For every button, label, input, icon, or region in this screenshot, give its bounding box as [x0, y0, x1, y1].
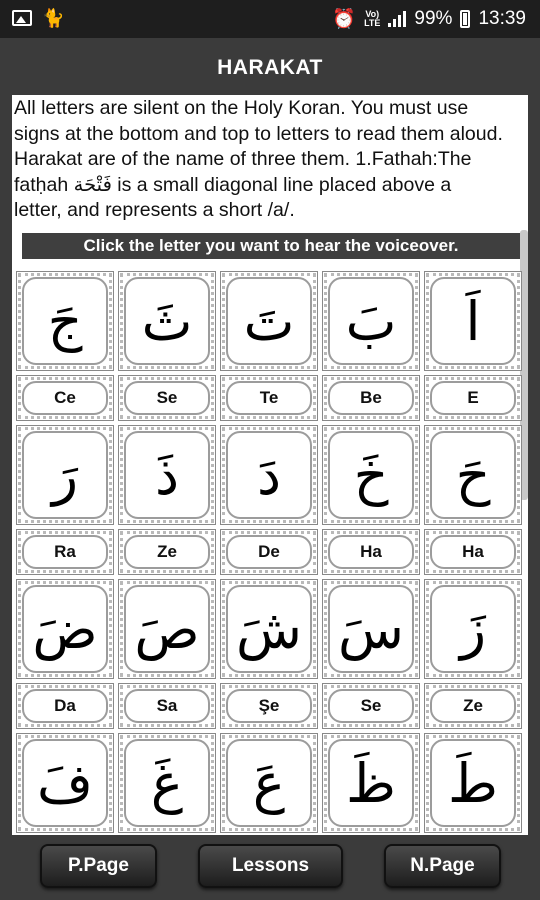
- label-frame: [328, 381, 414, 415]
- battery-percent: 99%: [414, 8, 453, 29]
- letter-name-label: Ra: [54, 542, 76, 561]
- letter-frame: [22, 739, 108, 827]
- letter-frame: [226, 739, 312, 827]
- letter-name-button[interactable]: [220, 375, 318, 421]
- letter-frame: [226, 585, 312, 673]
- letter-name-label: Ze: [463, 696, 483, 715]
- cat-icon: 🐈: [42, 8, 65, 28]
- letter-frame: [22, 277, 108, 365]
- arabic-letter: تَ: [243, 289, 295, 353]
- letter-frame: [328, 585, 414, 673]
- letter-name-label: E: [467, 388, 479, 407]
- letter-name-button[interactable]: [118, 683, 216, 729]
- status-left: [12, 8, 64, 28]
- letter-button[interactable]: [220, 579, 318, 679]
- letter-name-label: Ce: [54, 388, 76, 407]
- label-frame: [328, 689, 414, 723]
- letter-frame: [430, 739, 516, 827]
- lessons-button[interactable]: Lessons: [198, 844, 343, 888]
- letter-button[interactable]: [220, 271, 318, 371]
- label-frame: [226, 535, 312, 569]
- letter-name-button[interactable]: [424, 375, 522, 421]
- instruction-banner: Click the letter you want to hear the voiceover.: [22, 233, 520, 259]
- letter-name-button[interactable]: [118, 529, 216, 575]
- label-frame: [430, 535, 516, 569]
- letter-button[interactable]: [16, 579, 114, 679]
- label-frame: [124, 381, 210, 415]
- letter-frame: [430, 585, 516, 673]
- letter-name-button[interactable]: [424, 529, 522, 575]
- label-frame: [430, 689, 516, 723]
- letter-name-label: Ha: [462, 542, 484, 561]
- arabic-letter: خَ: [353, 443, 389, 507]
- arabic-letter: رَ: [51, 443, 79, 507]
- letter-name-button[interactable]: [424, 683, 522, 729]
- letter-button[interactable]: [16, 271, 114, 371]
- arabic-letter: عَ: [252, 751, 286, 815]
- signal-icon: [388, 11, 406, 27]
- label-frame: [22, 381, 108, 415]
- letter-button[interactable]: [16, 733, 114, 833]
- label-frame: [226, 381, 312, 415]
- letter-button[interactable]: [424, 733, 522, 833]
- label-frame: [430, 381, 516, 415]
- letter-frame: [226, 431, 312, 519]
- arabic-letter: اَ: [465, 289, 481, 353]
- letter-button[interactable]: [220, 425, 318, 525]
- status-right: [332, 7, 526, 31]
- label-frame: [124, 535, 210, 569]
- letter-frame: [22, 585, 108, 673]
- letter-name-label: Se: [156, 388, 178, 407]
- letter-name-label: Be: [360, 388, 382, 407]
- battery-icon: [460, 10, 470, 28]
- letter-button[interactable]: [322, 271, 420, 371]
- label-frame: [124, 689, 210, 723]
- letter-name-button[interactable]: [16, 529, 114, 575]
- gallery-icon: [12, 10, 32, 26]
- alarm-icon: ⏰: [332, 9, 357, 30]
- letter-name-label: Da: [54, 696, 76, 715]
- page-title: HARAKAT: [217, 56, 323, 79]
- letter-name-button[interactable]: [322, 529, 420, 575]
- letter-button[interactable]: [424, 425, 522, 525]
- letter-name-label: Ze: [157, 542, 177, 561]
- letter-frame: [226, 277, 312, 365]
- letter-name-label: De: [258, 542, 280, 561]
- label-frame: [226, 689, 312, 723]
- label-frame: [22, 689, 108, 723]
- letter-button[interactable]: [322, 579, 420, 679]
- letter-name-label: Se: [360, 696, 382, 715]
- letter-frame: [124, 431, 210, 519]
- letter-frame: [328, 277, 414, 365]
- letter-frame: [328, 431, 414, 519]
- letter-name-button[interactable]: [16, 683, 114, 729]
- arabic-letter: طَ: [448, 751, 498, 815]
- arabic-letter: ثَ: [141, 289, 193, 353]
- letter-frame: [124, 739, 210, 827]
- arabic-letter: حَ: [455, 443, 491, 507]
- letter-frame: [430, 431, 516, 519]
- letter-button[interactable]: [424, 271, 522, 371]
- letter-button[interactable]: [322, 425, 420, 525]
- volte-icon: Vo) LTE: [364, 9, 381, 28]
- arabic-letter: شَ: [236, 597, 302, 661]
- arabic-letter: بَ: [345, 289, 397, 353]
- content-panel[interactable]: [12, 95, 528, 835]
- arabic-letter: زَ: [459, 597, 487, 661]
- arabic-letter: ذَ: [154, 443, 180, 507]
- letter-button[interactable]: [220, 733, 318, 833]
- arabic-letter: ضَ: [32, 597, 98, 661]
- letter-frame: [124, 277, 210, 365]
- letter-name-button[interactable]: [16, 375, 114, 421]
- letter-name-label: Sa: [156, 696, 178, 715]
- arabic-letter: جَ: [47, 289, 83, 353]
- letter-name-label: Te: [259, 388, 279, 407]
- letter-name-button[interactable]: [220, 529, 318, 575]
- description-text: All letters are silent on the Holy Koran. You must use signs at the bottom and top to letters to read them aloud. Harakat are of the name of three them. 1.Fathah:The fatḥah فَتْحَة is a small diagonal line placed above a letter, and represents a short /a/.: [14, 97, 503, 221]
- letter-name-label: Şe: [258, 696, 280, 715]
- letter-name-button[interactable]: [322, 683, 420, 729]
- arabic-letter: دَ: [256, 443, 282, 507]
- letter-button[interactable]: [118, 579, 216, 679]
- arabic-letter: فَ: [37, 751, 93, 815]
- letter-frame: [430, 277, 516, 365]
- previous-page-button[interactable]: P.Page: [40, 844, 157, 888]
- letter-button[interactable]: [322, 733, 420, 833]
- status-bar: [0, 0, 540, 38]
- label-frame: [22, 535, 108, 569]
- letter-frame: [22, 431, 108, 519]
- arabic-letter: غَ: [150, 751, 184, 815]
- letter-name-button[interactable]: [118, 375, 216, 421]
- letter-button[interactable]: [16, 425, 114, 525]
- letter-name-button[interactable]: [322, 375, 420, 421]
- letter-button[interactable]: [118, 271, 216, 371]
- arabic-letter: سَ: [338, 597, 404, 661]
- arabic-letter: صَ: [134, 597, 200, 661]
- letter-button[interactable]: [424, 579, 522, 679]
- label-frame: [328, 535, 414, 569]
- clock: 13:39: [478, 8, 526, 29]
- letter-name-button[interactable]: [220, 683, 318, 729]
- arabic-letter: ظَ: [346, 751, 396, 815]
- letter-frame: [328, 739, 414, 827]
- letter-button[interactable]: [118, 425, 216, 525]
- bottom-navigation: [0, 838, 540, 900]
- letter-button[interactable]: [118, 733, 216, 833]
- letter-frame: [124, 585, 210, 673]
- letter-name-label: Ha: [360, 542, 382, 561]
- next-page-button[interactable]: N.Page: [384, 844, 501, 888]
